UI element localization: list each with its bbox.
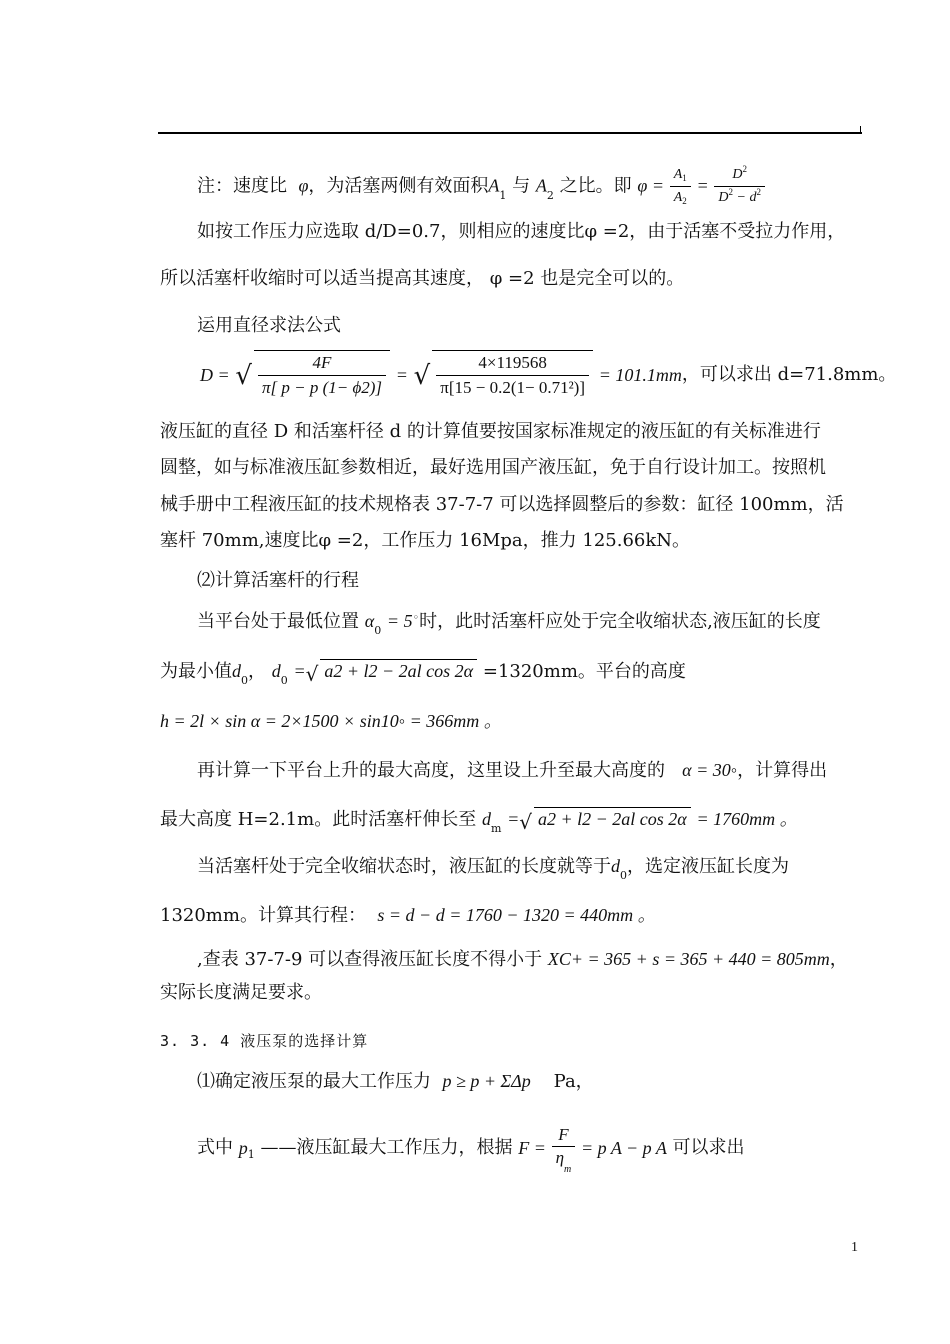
para7: 最大高度 H=2.1m。此时活塞杆伸长至 $d_m$ =√ a2 + l2 − 2al cos 2α = 1760mm 。: [160, 809, 798, 835]
para8: 当活塞杆处于完全收缩状态时，液压缸的长度就等于$d_0$，选定液压缸长度为: [197, 856, 789, 882]
para5: 为最小值$d_0$， $d_0$ =√ a2 + l2 − 2al cos 2α =1320mm。平台的高度: [160, 661, 686, 687]
page-number: 1: [851, 1240, 858, 1255]
para3-line3: 械手册中工程液压缸的技术规格表 37-7-7 可以选择圆整后的参数：缸径 100mm，活: [160, 494, 844, 515]
ratio-fraction-a: $\frac{A_1}{A_2}$: [670, 164, 691, 209]
note-line: 注：速度比 φ，为活塞两侧有效面积$A_1$ 与 $A_2$ 之比。即 φ = $\frac{A_1}{A_2}$ = $\frac{D^2}{D^2 - d^2}$: [197, 164, 765, 209]
sqrt-icon: √: [519, 810, 533, 834]
height-formula: h = 2l × sin α = 2×1500 × sin10◦ = 366mm 。: [160, 711, 502, 731]
step1-desc: 式中 $p_1$ ——液压缸最大工作压力，根据 F = $\frac{F}{\eta_m}$ = p A − p A 可以求出: [197, 1125, 745, 1175]
para11: 实际长度满足要求。: [160, 982, 322, 1003]
header-rule: [158, 132, 862, 134]
para9: 1320mm。计算其行程： s = d − d = 1760 − 1320 = 440mm 。: [160, 905, 656, 926]
para4: 当平台处于最低位置 $\alpha_0 = 5^◦$时，此时活塞杆应处于完全收缩状态,液压缸的长度: [197, 611, 821, 637]
para10: ,查表 37-7-9 可以查得液压缸长度不得小于 XC+ = 365 + s = 365 + 440 = 805mm，: [197, 949, 848, 970]
para3-line4: 塞杆 70mm,速度比φ =2，工作压力 16Mpa，推力 125.66kN。: [160, 530, 691, 551]
para1-line2: 所以活塞杆收缩时可以适当提高其速度， φ =2 也是完全可以的。: [160, 268, 685, 289]
para3-line1: 液压缸的直径 D 和活塞杆径 d 的计算值要按国家标准规定的液压缸的有关标准进行: [160, 421, 821, 442]
step2-title: ⑵计算活塞杆的行程: [197, 570, 359, 591]
header-rule-tick: [860, 126, 861, 134]
step1: ⑴确定液压泵的最大工作压力 p ≥ p + ΣΔp Pa，: [197, 1071, 594, 1092]
section-heading: 3. 3. 4 液压泵的选择计算: [160, 1032, 369, 1050]
sqrt-icon: √: [413, 361, 431, 391]
sqrt-icon: √: [305, 662, 319, 686]
ratio-fraction-d: $\frac{D^2}{D^2 - d^2}$: [714, 164, 765, 209]
diameter-formula: D = √ $\frac{4F}{\pi[ p - p (1- \phi 2)]}$ = √ $\frac{4\times 119568}{\text{π[15 − 0.2(1− 0.71²)]}}$ = 101.1mm，可以求出 d=71.8mm。: [200, 350, 896, 400]
para3-line2: 圆整，如与标准液压缸参数相近，最好选用国产液压缸，免于自行设计加工。按照机: [160, 457, 826, 478]
para2: 运用直径求法公式: [197, 315, 341, 336]
para1-line1: 如按工作压力应选取 d/D=0.7，则相应的速度比φ =2，由于活塞不受拉力作用，: [197, 221, 846, 242]
para6: 再计算一下平台上升的最大高度，这里设上升至最大高度的 α = 30◦，计算得出: [197, 760, 828, 781]
force-fraction: $\frac{F}{\eta_m}$: [552, 1124, 576, 1172]
sqrt-icon: √: [235, 361, 252, 391]
